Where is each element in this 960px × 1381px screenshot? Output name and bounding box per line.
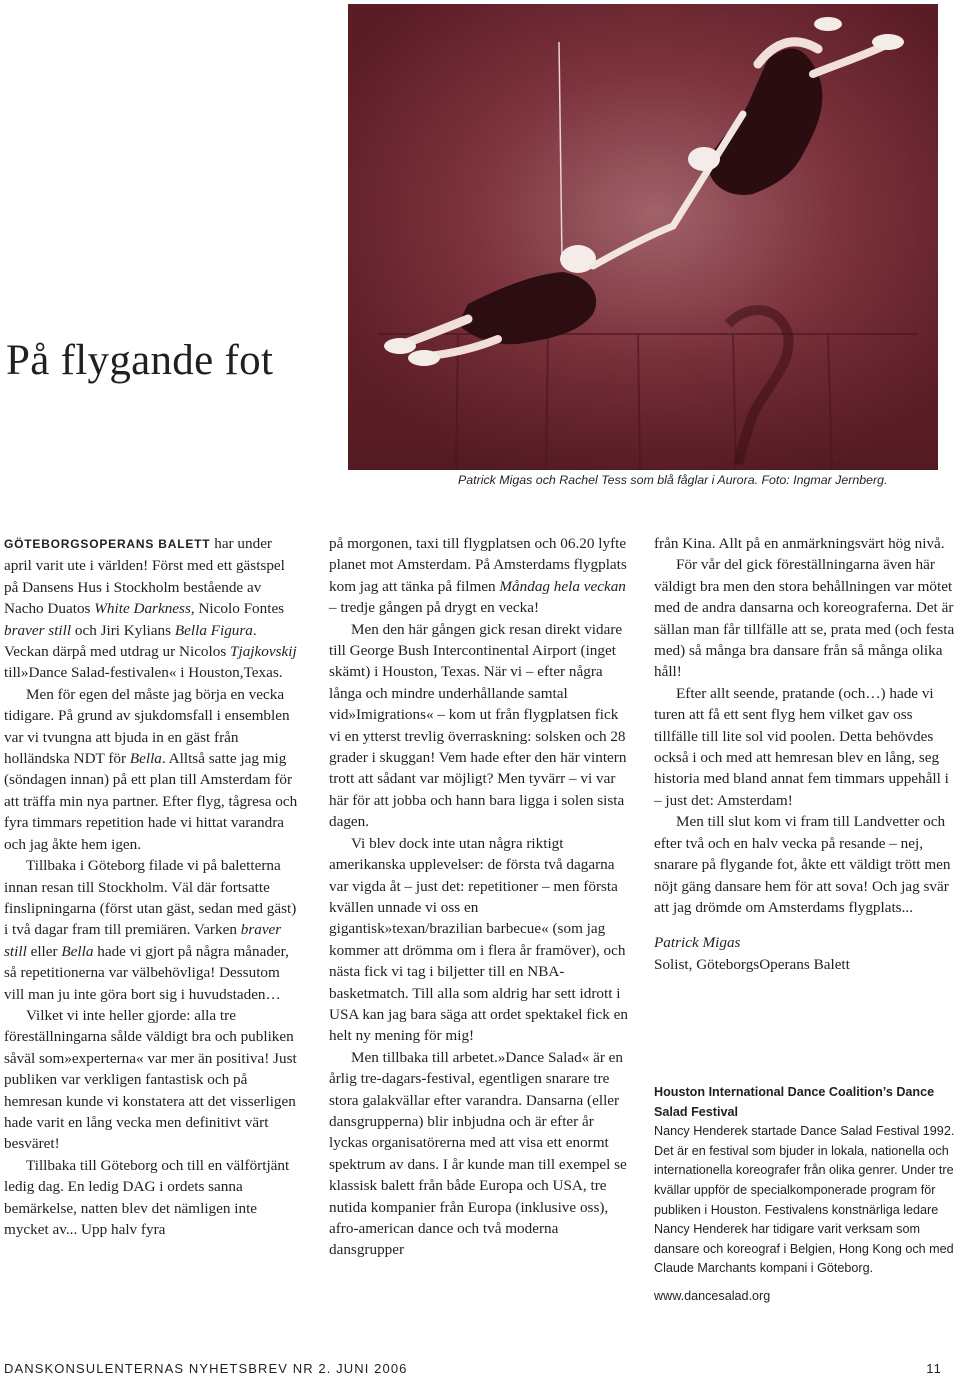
article-paragraph	[4, 533, 302, 684]
article-column-2	[329, 533, 633, 1261]
article-column-1	[4, 533, 302, 1240]
text-run: och Jiri Kylians	[71, 621, 175, 639]
article-paragraph: Tillbaka till Göteborg och till en välförtjänt ledig dag. En ledig DAG i ordets sanna bemärkelse, natten blev det nämligen inte mycket av... Upp halv fyra	[4, 1156, 290, 1238]
work-title: Måndag hela veckan	[499, 577, 626, 595]
article-paragraph: Men till slut kom vi fram till Landvetter och efter två och en halv vecka på resande – nej, snarare på flygande fot, åkte ett väldigt trött men nöjt gäng dansare hem för att sova! Och jag svär att jag drömde om Amsterdams flygplats...	[654, 813, 951, 916]
text-run: , Nicolo Fontes	[190, 600, 285, 618]
text-run: Tillbaka i Göteborg filade vi på baletterna innan resan till Stockholm. Väl där fortsatte finslipningarna (först utan gäst, sedan med gäst) i två dagar fram till premiären. Varken	[4, 857, 297, 939]
article-paragraph: från Kina. Allt på en anmärkningsvärt hög nivå.	[654, 535, 945, 552]
article-paragraph: Men den här gången gick resan direkt vidare till George Bush Intercontinental Airport (inget skämt) i Houston, Texas. När vi – efter några långa och mindre underhållande samtal vid»Imigrations« – kom ut från flygplatsen fick vi en ytterst trevlig överraskning: solsken och 28 grader i skuggan! Vem hade efter den här vintern trott att sådant var möjligt? Men tyvärr – vi var här för att jobba och hann bara ligga i solen sista dagen.	[329, 620, 627, 831]
text-run: – tredje gången på drygt en vecka!	[329, 599, 539, 617]
page-footer	[4, 1361, 942, 1381]
text-run: . Alltså satte jag mig (söndagen innan) på ett plan till Amsterdam för att träffa min nya partner. Efter flyg, tågresa och fyra timmars repetition hade vi hittat varandra och jag åkte hem igen.	[4, 750, 298, 853]
lead-caps: GÖTEBORGSOPERANS BALETT	[4, 537, 211, 551]
page-number: 11	[926, 1361, 942, 1376]
article-paragraph: För vår del gick föreställningarna även här väldigt bra men den stora behållningen var mötet med de andra dansarna och koreograferna. Det är sällan man får tillfälle att se, prata med (och festa med) så många bra dansare från så många olika håll!	[654, 556, 955, 681]
signature	[654, 932, 956, 975]
fact-box-heading: Houston International Dance Coalition’s Dance Salad Festival	[654, 1085, 935, 1119]
text-run: har under april varit ute i världen! Först med ett gästspel på Dansens Hus i Stockholm bestående av Nacho Duatos	[4, 535, 285, 618]
article-paragraph: Vilket vi inte heller gjorde: alla tre föreställningarna sålde väldigt bra och publiken såväl som»experterna« var mer än positiva! Just publiken var verkligen fantastisk och på hemresan kunde vi konstatera att det visserligen hade varit en lång vecka men definitivt värt besväret!	[4, 1006, 297, 1153]
article-paragraph	[4, 684, 302, 855]
publication-name: DANSKONSULENTERNAS NYHETSBREV NR 2. JUNI 2006	[4, 1361, 408, 1376]
work-title: Bella	[129, 750, 162, 768]
author-name: Patrick Migas	[654, 934, 741, 952]
article-paragraph: Efter allt seende, pratande (och…) hade vi turen att få ett sent flyg hem vilket gav oss tillfälle till lite sol vid poolen. Detta behövdes också i och med att hemresan blev en lång, seg historia med bland annat fem timmars uppehåll i – just det: Amsterdam!	[654, 684, 949, 809]
text-run: eller	[26, 942, 62, 960]
article-paragraph: Men tillbaka till arbetet.»Dance Salad« är en årlig tre-dagars-festival, egentligen snarare tre stora galakvällar efter varandra. Dansarna (eller dansgrupperna) blir inbjudna och är efter år lyckas organisatörerna med att visa ett enormt spektrum av dans. I år kunde man till exempel se klassisk balett från både Europa och USA, tre nutida kompanier från Europa (inklusive oss), afro-american dance och två moderna dansgrupper	[329, 1048, 627, 1259]
fact-box	[654, 1083, 960, 1307]
work-title: Bella	[61, 942, 94, 960]
text-run: hade vi gjort på några månader, så repetitionerna var välbehövliga! Dessutom vill man ju inte göra bort sig i huvudstaden…	[4, 942, 289, 1003]
photo-graphic	[348, 4, 938, 470]
dancers-photo	[348, 4, 938, 470]
text-run: på morgonen, taxi till flygplatsen och 06.20 lyfte planet mot Amsterdam. På Amsterdams flygplats kom jag att tänka på filmen	[329, 535, 627, 595]
text-run: till»Dance Salad-festivalen« i Houston,Texas.	[4, 664, 283, 682]
photo-caption: Patrick Migas och Rachel Tess som blå fåglar i Aurora. Foto: Ingmar Jernberg.	[458, 473, 888, 487]
article-paragraph	[4, 855, 302, 1005]
text-run: . Veckan därpå med utdrag ur Nicolos	[4, 621, 257, 661]
work-title: White Darkness	[94, 600, 191, 618]
work-title: braver still	[4, 621, 72, 639]
fact-box-link[interactable]: www.dancesalad.org	[654, 1288, 771, 1303]
author-role: Solist, GöteborgsOperans Balett	[654, 955, 850, 973]
work-title: Tjajkovskij	[230, 643, 297, 661]
page-title: På flygande fot	[6, 337, 274, 384]
fact-box-body: Nancy Henderek startade Dance Salad Festival 1992. Det är en festival som bjuder in lokala, nationella och internationella koreografer från olika genrer. Under tre kvällar uppför de specialkomponerade program för publiken i Houston. Festivalens konstnärliga ledare Nancy Henderek har tidigare varit verksam som dansare och koreograf i Belgien, Hong Kong och med Claude Marchants kompani i Göteborg.	[654, 1124, 955, 1276]
work-title: Bella Figura	[174, 621, 253, 639]
article-paragraph: Vi blev dock inte utan några riktigt amerikanska upplevelser: de första två dagarna var vigda åt – just det: repetitioner – men första kvällen unnade vi oss en gigantisk»texan/brazilian barbecue« (som jag kommer att drömma om i flera år framöver), och nästa fick vi tag i biljetter till en NBA-basketmatch. Till alla som aldrig har sett idrott i USA kan jag bara säga att ordet spektakel fick en helt ny mening för mig!	[329, 834, 629, 1045]
work-title: braver still	[4, 921, 282, 960]
text-run: Men för egen del måste jag börja en vecka tidigare. På grund av sjukdomsfall i ensemblen var vi tvungna att bjuda in en gäst från holländska NDT för	[4, 685, 290, 768]
article-column-3	[654, 533, 956, 975]
article-paragraph	[329, 533, 633, 619]
